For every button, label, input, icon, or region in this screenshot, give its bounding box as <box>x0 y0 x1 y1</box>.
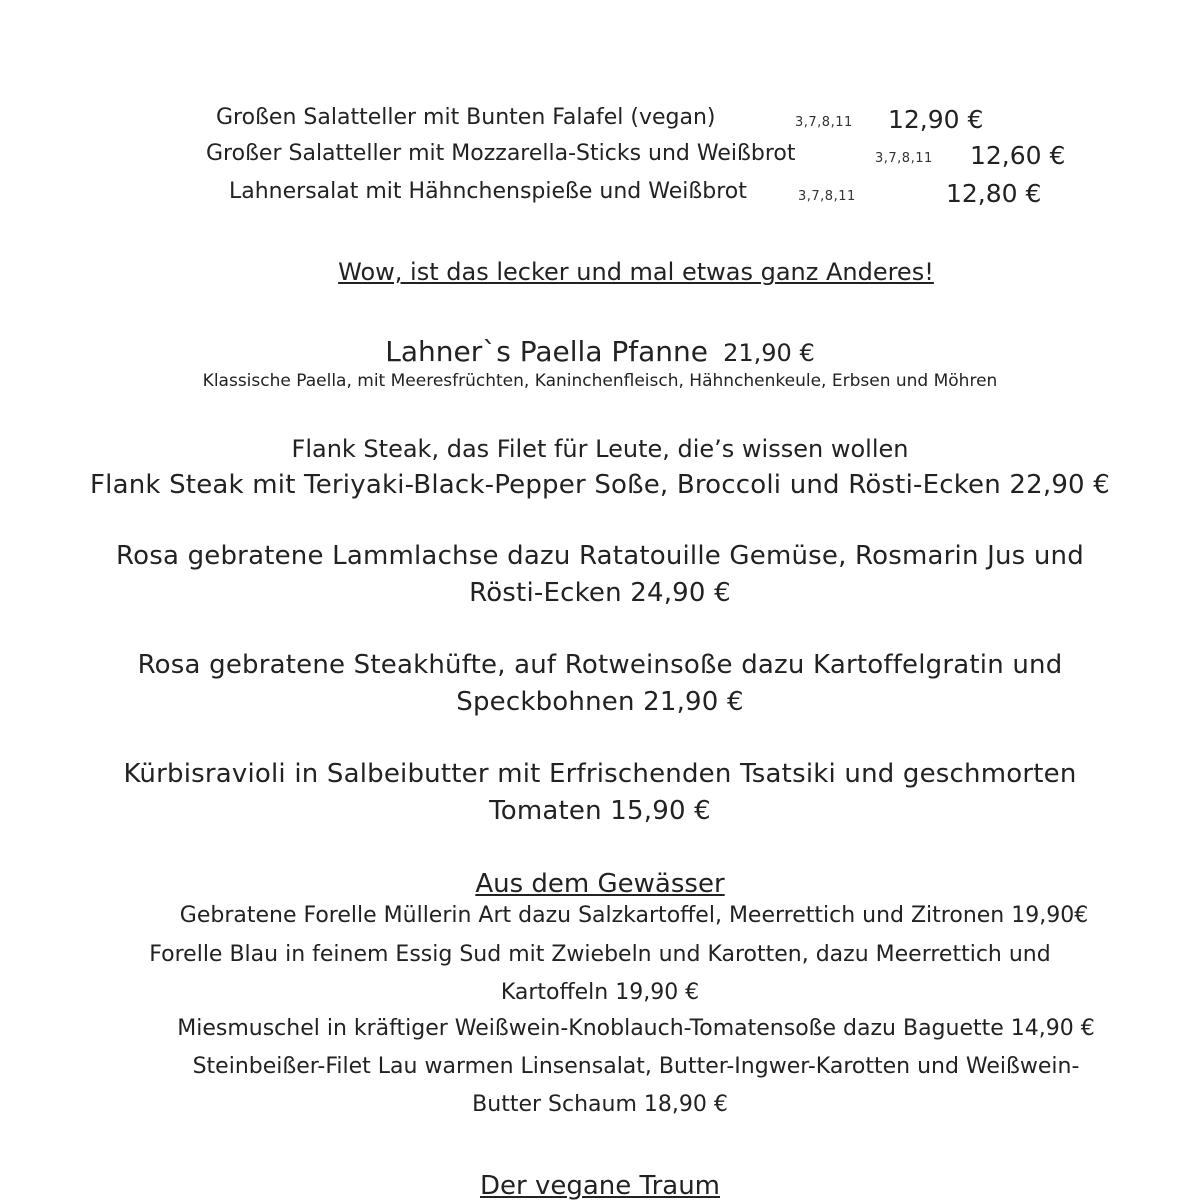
fish-line: Miesmuschel in kräftiger Weißwein-Knoblauch-Tomatensoße dazu Baguette 14,90 € <box>177 1016 1095 1041</box>
fish-line: Butter Schaum 18,90 € <box>472 1092 728 1117</box>
salad-name: Lahnersalat mit Hähnchenspieße und Weißbrot <box>229 179 747 204</box>
section-heading-vegan: Der vegane Traum <box>479 1171 721 1201</box>
fish-line: Gebratene Forelle Müllerin Art dazu Salzkartoffel, Meerrettich und Zitronen 19,90€ <box>179 903 1089 928</box>
paella-description: Klassische Paella, mit Meeresfrüchten, Kaninchenfleisch, Hähnchenkeule, Erbsen und Möhren <box>202 371 998 391</box>
fish-line: Forelle Blau in feinem Essig Sud mit Zwiebeln und Karotten, dazu Meerrettich und <box>149 942 1051 967</box>
allergen-codes: 3,7,8,11 <box>798 189 856 204</box>
allergen-codes: 3,7,8,11 <box>795 115 853 130</box>
section-heading-special: Wow, ist das lecker und mal etwas ganz Anderes! <box>338 258 934 286</box>
paella-title-line <box>0 335 1200 368</box>
flank-title: Flank Steak, das Filet für Leute, die’s wissen wollen <box>291 435 909 463</box>
main-dish-line: Rösti-Ecken 24,90 € <box>469 578 731 608</box>
salad-price: 12,90 € <box>888 105 984 134</box>
section-heading-fish: Aus dem Gewässer <box>475 869 725 899</box>
main-dish-line: Kürbisravioli in Salbeibutter mit Erfrischenden Tsatsiki und geschmorten <box>123 759 1077 789</box>
flank-line: Flank Steak mit Teriyaki-Black-Pepper Soße, Broccoli und Rösti-Ecken 22,90 € <box>89 470 1111 500</box>
fish-line: Kartoffeln 19,90 € <box>500 980 700 1005</box>
main-dish-line: Rosa gebratene Lammlachse dazu Ratatouille Gemüse, Rosmarin Jus und <box>116 541 1084 571</box>
salad-price: 12,60 € <box>970 141 1066 170</box>
fish-line: Steinbeißer-Filet Lau warmen Linsensalat, Butter-Ingwer-Karotten und Weißwein- <box>192 1054 1080 1079</box>
allergen-codes: 3,7,8,11 <box>875 151 933 166</box>
paella-price: 21,90 € <box>723 339 815 367</box>
salad-name: Großen Salatteller mit Bunten Falafel (vegan) <box>216 105 716 130</box>
salad-price: 12,80 € <box>946 179 1042 208</box>
main-dish-line: Speckbohnen 21,90 € <box>456 687 744 717</box>
main-dish-line: Tomaten 15,90 € <box>489 796 711 826</box>
paella-title: Lahner`s Paella Pfanne <box>385 335 709 368</box>
salad-name: Großer Salatteller mit Mozzarella-Sticks und Weißbrot <box>206 141 796 166</box>
main-dish-line: Rosa gebratene Steakhüfte, auf Rotweinsoße dazu Kartoffelgratin und <box>137 650 1063 680</box>
